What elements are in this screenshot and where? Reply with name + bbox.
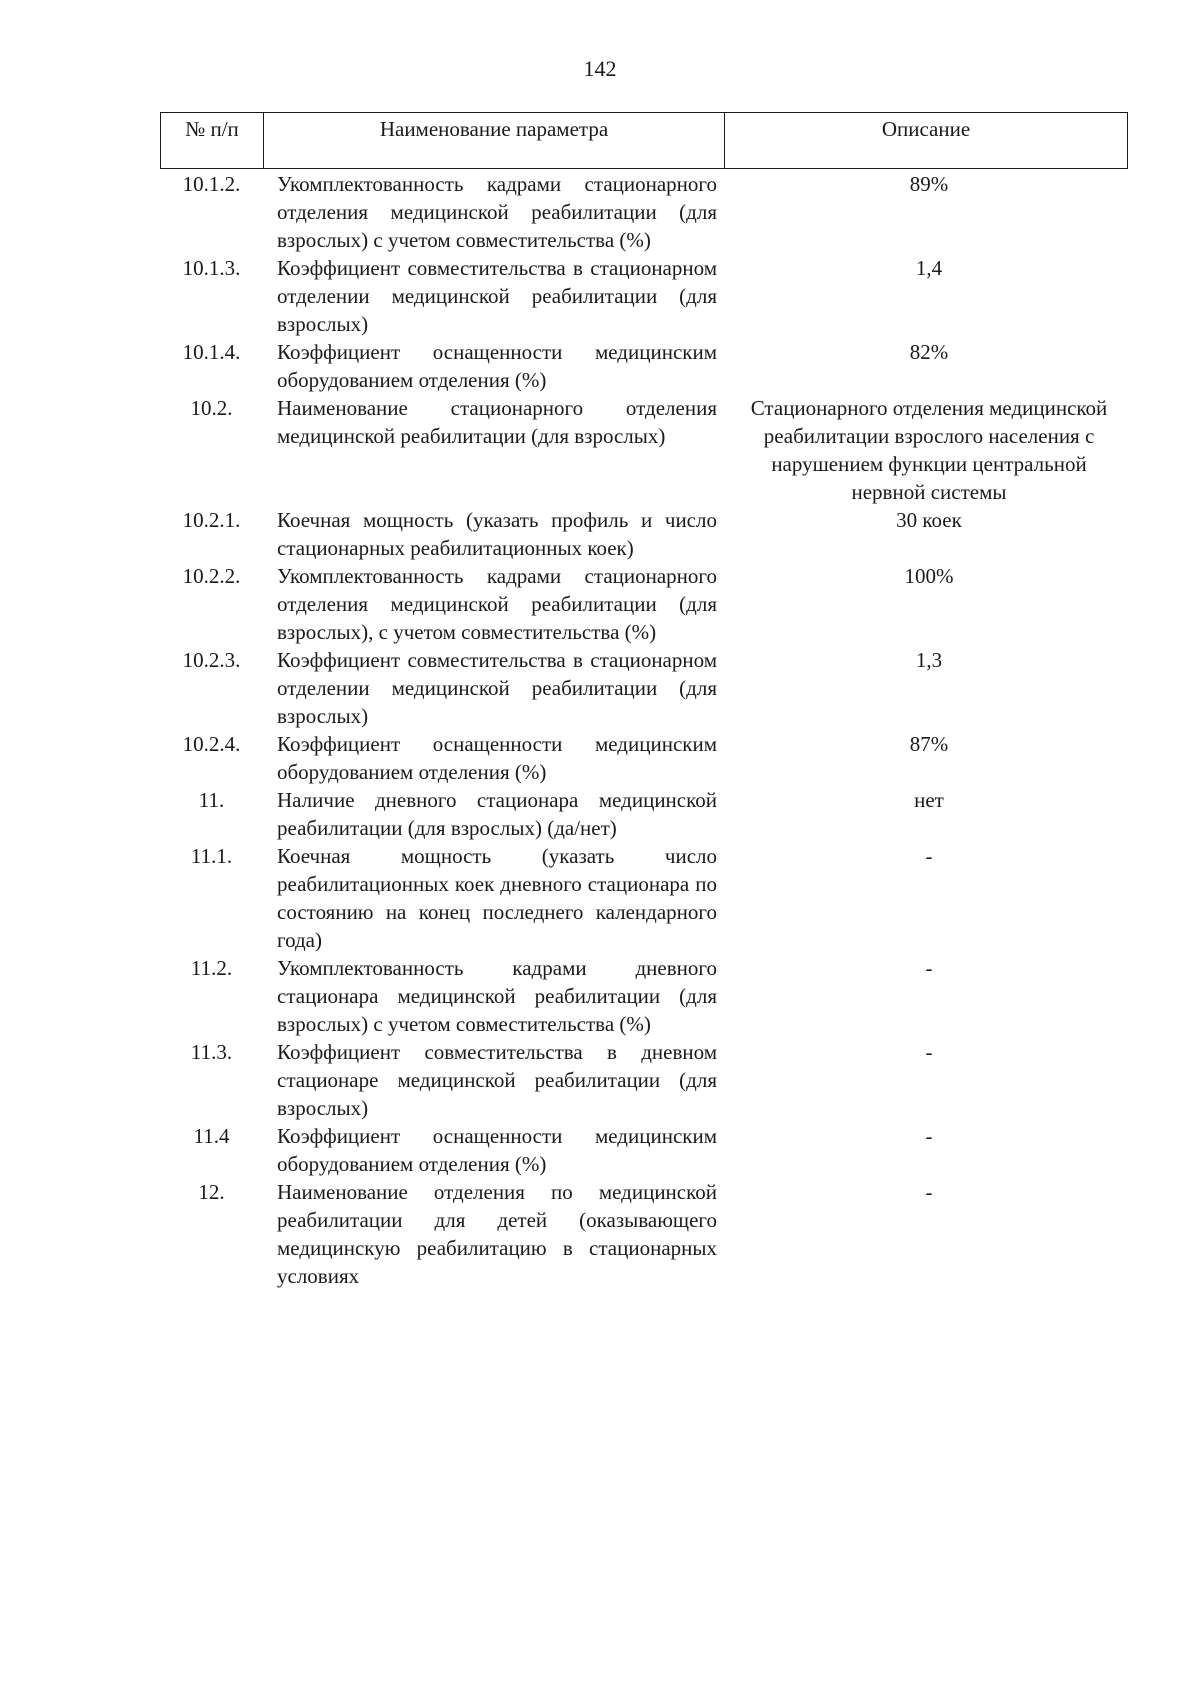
- row-description: 82%: [909, 340, 949, 364]
- row-number: 11.: [198, 788, 225, 812]
- row-description: -: [925, 844, 933, 868]
- table-row: [160, 254, 1128, 338]
- header-description-column: Описание: [881, 117, 971, 141]
- row-number: 11.1.: [190, 844, 233, 868]
- row-description: 1,4: [915, 256, 943, 280]
- row-parameter: Коечная мощность (указать профиль и число стационарных реабилитационных коек): [277, 508, 717, 560]
- row-description: Стационарного отделения медицинской реабилитации взрослого населения с нарушением функции центральной нервной системы: [750, 396, 1108, 504]
- row-description: 89%: [909, 172, 949, 196]
- row-parameter: Наименование стационарного отделения медицинской реабилитации (для взрослых): [277, 396, 717, 448]
- row-number: 10.2.: [190, 396, 233, 420]
- row-parameter: Укомплектованность кадрами стационарного отделения медицинской реабилитации (для взрослых), с учетом совместительства (%): [277, 564, 717, 644]
- table-row: [160, 842, 1128, 954]
- row-description: 30 коек: [896, 508, 962, 532]
- row-parameter: Коэффициент совместительства в стационарном отделении медицинской реабилитации (для взрослых): [277, 256, 717, 336]
- table-row: [160, 954, 1128, 1038]
- row-description: -: [925, 956, 933, 980]
- table-row: [160, 506, 1128, 562]
- row-description: 1,3: [915, 648, 943, 672]
- row-description: -: [925, 1040, 933, 1064]
- page-number: 142: [583, 56, 617, 81]
- row-description: нет: [914, 788, 944, 812]
- table-header: [160, 112, 1128, 169]
- row-number: 10.1.4.: [182, 340, 241, 364]
- table-row: [160, 338, 1128, 394]
- row-number: 10.1.3.: [182, 256, 241, 280]
- row-description: 87%: [909, 732, 949, 756]
- table-row: [160, 730, 1128, 786]
- row-number: 11.2.: [190, 956, 233, 980]
- row-number: 10.2.2.: [182, 564, 241, 588]
- row-number: 12.: [198, 1180, 225, 1204]
- table-row: [160, 1178, 1128, 1290]
- row-parameter: Коечная мощность (указать число реабилитационных коек дневного стационара по состоянию на конец последнего календарного года): [277, 844, 717, 952]
- table-row: [160, 1038, 1128, 1122]
- row-parameter: Коэффициент совместительства в стационарном отделении медицинской реабилитации (для взрослых): [277, 648, 717, 728]
- table-row: [160, 394, 1128, 506]
- row-parameter: Наименование отделения по медицинской реабилитации для детей (оказывающего медицинскую реабилитацию в стационарных условиях: [277, 1180, 717, 1288]
- row-parameter: Укомплектованность кадрами стационарного отделения медицинской реабилитации (для взрослых) с учетом совместительства (%): [277, 172, 717, 252]
- row-parameter: Коэффициент оснащенности медицинским оборудованием отделения (%): [277, 340, 717, 392]
- row-description: 100%: [904, 564, 954, 588]
- row-parameter: Коэффициент совместительства в дневном стационаре медицинской реабилитации (для взрослых): [277, 1040, 717, 1120]
- table-body: [160, 170, 1128, 1290]
- row-number: 10.1.2.: [182, 172, 241, 196]
- row-number: 10.2.3.: [182, 648, 241, 672]
- table-row: [160, 646, 1128, 730]
- row-number: 10.2.1.: [182, 508, 241, 532]
- row-number: 11.4: [193, 1124, 230, 1148]
- row-description: -: [925, 1124, 933, 1148]
- table-row: [160, 1122, 1128, 1178]
- row-parameter: Укомплектованность кадрами дневного стационара медицинской реабилитации (для взрослых) с учетом совместительства (%): [277, 956, 717, 1036]
- table-row: [160, 170, 1128, 254]
- header-number-column: № п/п: [161, 113, 264, 168]
- row-description: -: [925, 1180, 933, 1204]
- row-number: 10.2.4.: [182, 732, 241, 756]
- table-row: [160, 562, 1128, 646]
- table-row: [160, 786, 1128, 842]
- header-parameter-column: Наименование параметра: [264, 113, 725, 168]
- row-number: 11.3.: [190, 1040, 233, 1064]
- row-parameter: Коэффициент оснащенности медицинским оборудованием отделения (%): [277, 732, 717, 784]
- row-parameter: Наличие дневного стационара медицинской реабилитации (для взрослых) (да/нет): [277, 788, 717, 840]
- row-parameter: Коэффициент оснащенности медицинским оборудованием отделения (%): [277, 1124, 717, 1176]
